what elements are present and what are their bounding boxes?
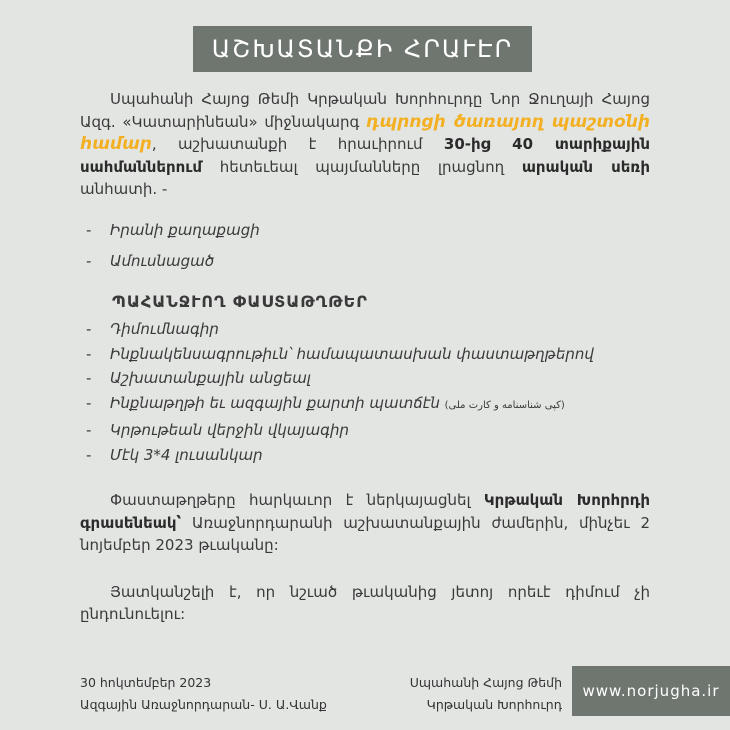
list-item [80, 418, 650, 443]
list-item: - Իրանի քաղաքացի [80, 215, 650, 246]
page-title [193, 26, 532, 72]
submission-text-1: Փաստաթղթերը հարկաւոր է ներկայացնել [110, 491, 484, 509]
list-item [80, 391, 650, 419]
list-item [80, 317, 650, 342]
document-item-text: Ինքնակենսագրութիւն՝ համապատասխան փաստաթղթերով [110, 344, 594, 363]
conditions-list [80, 215, 650, 277]
list-item: - Ամուսնացած [80, 246, 650, 277]
documents-heading: ՊԱՀԱՆՋՒՈՂ ՓԱՍՏԱԹՂԹԵՐ [112, 291, 368, 311]
footer-location: Ազգային Առաջնորդարան- Ս. Ա.Վանք [80, 697, 327, 712]
document-item-text: Աշխատանքային անցեալ [110, 369, 311, 387]
website-url: www.norjugha.ir [582, 682, 720, 700]
intro-paragraph [80, 88, 650, 201]
document-item-text: Կրթութեան վերջին վկայագիր [110, 421, 350, 439]
footer-date: 30 հոկտեմբեր 2023 [80, 675, 212, 690]
submission-office: Կրթական Խորհրդի գրասենեակ՝ [80, 491, 651, 532]
list-item [80, 443, 650, 468]
footer-org-line1: Սպահանի Հայոց Թեմի [409, 675, 562, 690]
document-item-text: Դիմումնագիր [110, 320, 219, 338]
intro-text-1: Սպահանի Հայոց Թեմի Կրթական Խորհուրդը Նոր Ջուղայի Հայոց Ազգ. «Կատարինեան» միջնակարգ [80, 90, 650, 131]
website-link[interactable] [572, 666, 730, 716]
list-item [80, 366, 650, 391]
deadline-note: Յատկանշելի է, որ նշւած թւականից յետոյ որեւէ դիմում չի ընդունուելու: [80, 582, 650, 623]
submission-paragraph [80, 489, 650, 557]
footer-left [80, 672, 327, 716]
list-item [80, 342, 650, 367]
document-body [80, 88, 650, 626]
document-item-text: Մէկ 3*4 լուսանկար [110, 445, 263, 464]
submission-text-2: Առաջնորդարանի աշխատանքային ժամերին, մինչեւ 2 նոյեմբեր 2023 թւականը: [80, 513, 650, 554]
document-item-text: Ինքնաթղթի եւ ազգային քարտի պատճէն [110, 393, 445, 412]
page-title-text: ԱՇԽԱՏԱՆՔԻ ՀՐԱՒԷՐ [211, 35, 514, 63]
age-range: 30-ից 40 տարիքային սահմաններում [80, 135, 650, 176]
intro-text-2: , աշխատանքի է հրաւիրում [151, 135, 444, 153]
documents-list [80, 317, 650, 467]
gender-requirement: արական սեռի [521, 157, 650, 176]
intro-text-3: հետեւեալ պայմանները լրացնող [202, 157, 522, 176]
footer-signature [410, 672, 562, 716]
position-highlight: դպրոցի ծառայող պաշտօնի համար [80, 111, 650, 154]
persian-note: (کپی شناسنامه و کارت ملی) [444, 399, 565, 411]
footer-org-line2: Կրթական Խորհուրդ [426, 697, 562, 712]
intro-text-4: անհատի. - [80, 180, 168, 198]
